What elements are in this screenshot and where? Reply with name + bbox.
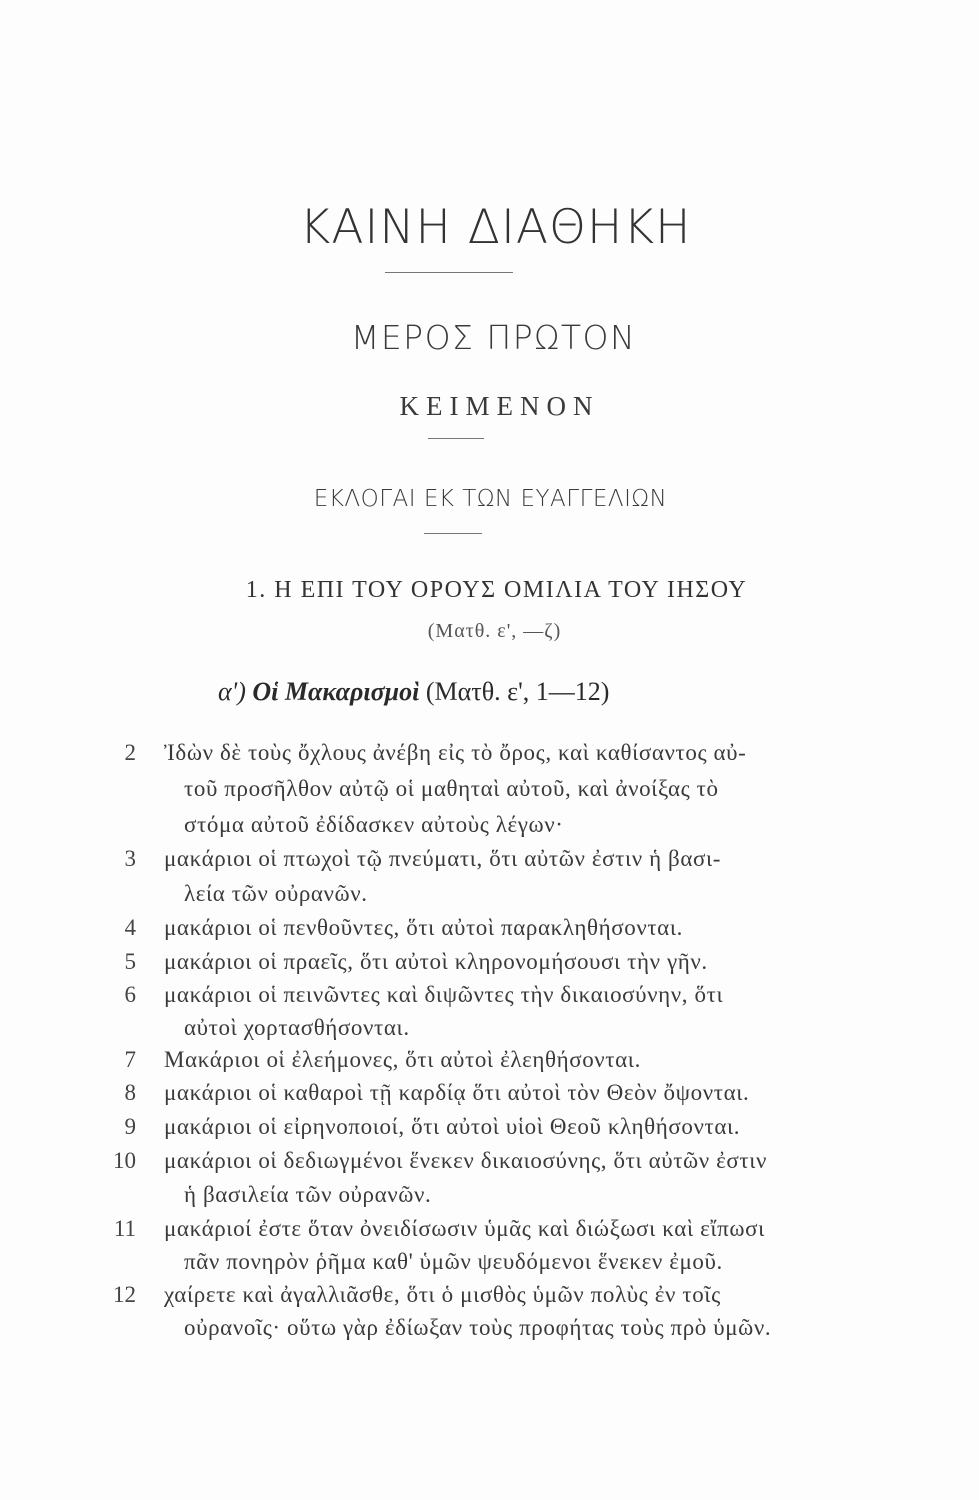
selections-title: ΕΚΛΟΓΑΙ ΕΚ ΤΩΝ ΕΥΑΓΓΕΛΙΩΝ — [313, 486, 668, 512]
sermon-title: 1. Η ΕΠΙ ΤΟΥ ΟΡΟΥΣ ΟΜΙΛΙΑ ΤΟΥ ΙΗΣΟΥ — [245, 577, 748, 603]
section-heading — [218, 677, 609, 707]
verse-line: αὐτοὶ χορτασθήσονται. — [184, 1015, 410, 1040]
verse-6 — [0, 982, 979, 1018]
verse-number: 3 — [124, 846, 136, 871]
verse-11-cont — [0, 1249, 979, 1285]
verse-number: 9 — [124, 1114, 136, 1139]
verse-11 — [0, 1216, 979, 1252]
section-reference: (Ματθ. ε', 1—12) — [425, 677, 610, 706]
verse-3 — [0, 846, 979, 882]
title-divider — [385, 272, 513, 273]
verse-8 — [0, 1080, 979, 1116]
verse-2-cont — [0, 776, 979, 812]
verse-line: μακάριοι οἱ πενθοῦντες, ὅτι αὐτοὶ παρακληθήσονται. — [164, 915, 683, 940]
verse-12-cont — [0, 1315, 979, 1351]
verse-line: λεία τῶν οὐρανῶν. — [184, 881, 368, 906]
verse-10-cont — [0, 1182, 979, 1218]
verse-number: 6 — [124, 982, 136, 1007]
selections-divider — [424, 533, 482, 534]
verse-number: 2 — [124, 740, 136, 765]
sermon-reference: (Ματθ. ε', —ζ) — [427, 620, 562, 642]
subtitle-divider — [428, 438, 484, 439]
verse-line: χαίρετε καὶ ἀγαλλιᾶσθε, ὅτι ὁ μισθὸς ὑμῶν πολὺς ἐν τοῖς — [164, 1282, 721, 1307]
book-title: ΚΑΙΝΗ ΔΙΑΘΗΚΗ — [299, 200, 692, 255]
verse-number: 11 — [113, 1216, 136, 1241]
verse-line: Ἰδὼν δὲ τοὺς ὄχλους ἀνέβη εἰς τὸ ὄρος, καὶ καθίσαντος αὐ- — [164, 740, 747, 765]
verse-number: 10 — [113, 1148, 136, 1173]
verse-7 — [0, 1047, 979, 1083]
verse-9 — [0, 1114, 979, 1150]
verse-2 — [0, 740, 979, 776]
section-label: α') — [218, 677, 246, 706]
subtitle: ΚΕΙΜΕΝΟΝ — [399, 391, 600, 421]
verse-number: 7 — [124, 1047, 136, 1072]
verse-number: 12 — [113, 1282, 136, 1307]
verse-5 — [0, 949, 979, 985]
verse-line: μακάριοι οἱ πτωχοὶ τῷ πνεύματι, ὅτι αὐτῶν ἐστιν ἡ βασι- — [164, 846, 722, 871]
verse-line: μακάριοι οἱ δεδιωγμένοι ἕνεκεν δικαιοσύνης, ὅτι αὐτῶν ἐστιν — [164, 1148, 768, 1173]
verse-2-cont — [0, 812, 979, 848]
verse-line: τοῦ προσῆλθον αὐτῷ οἱ μαθηταὶ αὐτοῦ, καὶ ἀνοίξας τὸ — [184, 776, 719, 801]
verse-12 — [0, 1282, 979, 1318]
verse-line: μακάριοι οἱ εἰρηνοποιοί, ὅτι αὐτοὶ υἱοὶ Θεοῦ κληθήσονται. — [164, 1114, 741, 1139]
verse-line: μακάριοι οἱ πραεῖς, ὅτι αὐτοὶ κληρονομήσουσι τὴν γῆν. — [164, 949, 708, 974]
verse-line: Μακάριοι οἱ ἐλεήμονες, ὅτι αὐτοὶ ἐλεηθήσονται. — [164, 1047, 641, 1072]
section-title: Οἱ Μακαρισμοὶ — [252, 677, 420, 706]
verse-4 — [0, 915, 979, 951]
verse-line: στόμα αὐτοῦ ἐδίδασκεν αὐτοὺς λέγων· — [184, 812, 564, 837]
verse-line: μακάριοι οἱ καθαροὶ τῇ καρδίᾳ ὅτι αὐτοὶ τὸν Θεὸν ὄψονται. — [164, 1080, 750, 1105]
verse-line: μακάριοί ἐστε ὅταν ὀνειδίσωσιν ὑμᾶς καὶ διώξωσι καὶ εἴπωσι — [164, 1216, 765, 1241]
verse-number: 5 — [124, 949, 136, 974]
verse-6-cont — [0, 1015, 979, 1051]
verse-3-cont — [0, 881, 979, 917]
verse-line: πᾶν πονηρὸν ῥῆμα καθ' ὑμῶν ψευδόμενοι ἕνεκεν ἐμοῦ. — [184, 1249, 723, 1274]
verse-line: οὐρανοῖς· οὕτω γὰρ ἐδίωξαν τοὺς προφήτας τοὺς πρὸ ὑμῶν. — [184, 1315, 772, 1340]
verse-line: ἡ βασιλεία τῶν οὐρανῶν. — [184, 1182, 432, 1207]
verse-number: 8 — [124, 1080, 136, 1105]
verse-line: μακάριοι οἱ πεινῶντες καὶ διψῶντες τὴν δικαιοσύνην, ὅτι — [164, 982, 724, 1007]
part-title: ΜΕΡΟΣ ΠΡΩΤΟΝ — [350, 318, 637, 357]
verse-number: 4 — [124, 915, 136, 940]
verse-10 — [0, 1148, 979, 1184]
